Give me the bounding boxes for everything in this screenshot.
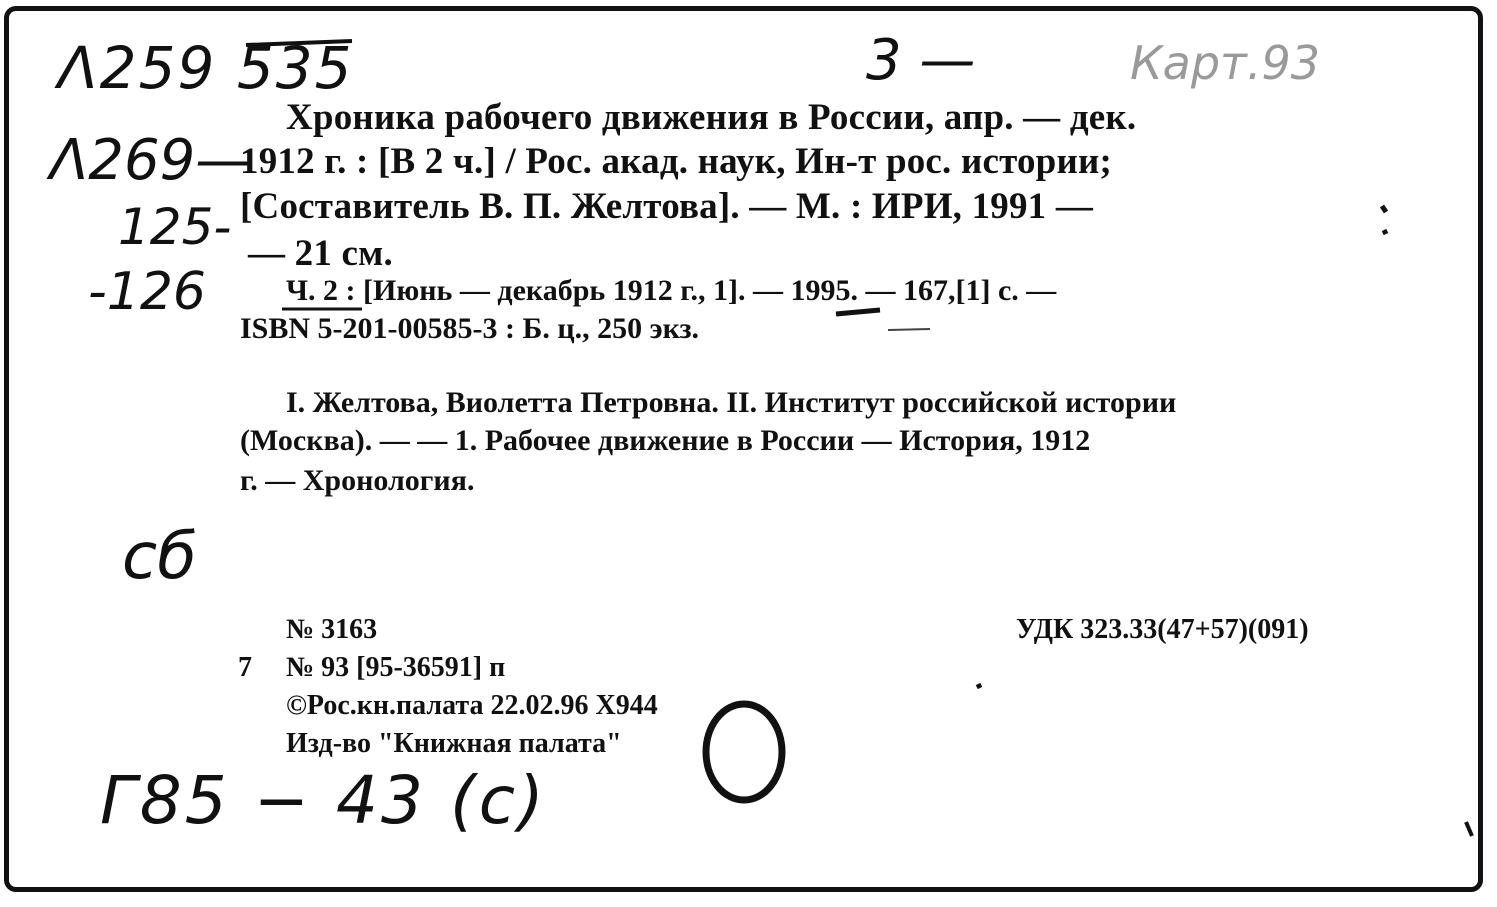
handwritten-shelf-mark: Г85 − 43 (с) xyxy=(100,762,547,839)
handwritten-number-125: 125- xyxy=(118,198,232,256)
isbn-line: ISBN 5-201-00585-3 : Б. ц., 250 экз. xyxy=(240,312,700,345)
handwritten-inventory-number: Λ259 535 xyxy=(58,34,354,102)
faint-top-right-mark: Карт.93 xyxy=(1130,36,1320,90)
tracing-line-2: (Москва). — — 1. Рабочее движение в России — История, 1912 xyxy=(240,424,1091,457)
handwritten-top-center: 3 — xyxy=(866,28,976,93)
registration-number: № 93 [95-36591] п xyxy=(286,652,506,683)
title-line-2: 1912 г. : [В 2 ч.] / Рос. акад. наук, Ин-т рос. истории; xyxy=(240,141,1113,182)
handwritten-number-126: -126 xyxy=(88,262,207,322)
udk-code: УДК 323.33(47+57)(091) xyxy=(1016,614,1309,645)
publisher-line: Изд-во "Книжная палата" xyxy=(286,728,622,759)
title-line-4: — 21 см. xyxy=(248,233,393,274)
handwritten-sb: сб xyxy=(122,520,197,594)
tracing-line-3: г. — Хронология. xyxy=(240,464,475,497)
handwritten-number-1269: Λ269— xyxy=(50,128,252,193)
card-number: № 3163 xyxy=(286,614,378,645)
title-line-1: Хроника рабочего движения в России, апр. — дек. xyxy=(286,97,1137,138)
title-line-3: [Составитель В. П. Желтова]. — М. : ИРИ, 1991 — xyxy=(240,186,1094,227)
part-line-1: Ч. 2 : [Июнь — декабрь 1912 г., 1]. — 1995. — 167,[1] с. — xyxy=(286,274,1057,307)
prefix-seven: 7 xyxy=(238,652,252,683)
copyright-line: ©Рос.кн.палата 22.02.96 Х944 xyxy=(286,690,658,721)
tracing-line-1: I. Желтова, Виолетта Петровна. II. Институт российской истории xyxy=(286,386,1177,419)
